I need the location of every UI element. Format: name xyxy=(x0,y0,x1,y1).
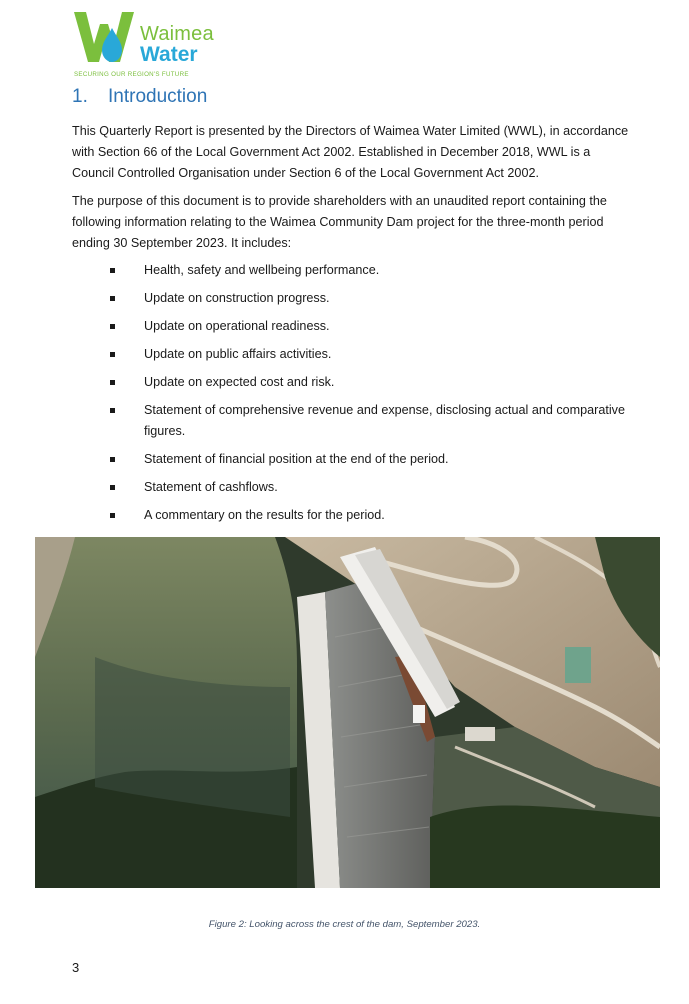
section-number: 1. xyxy=(72,86,88,107)
list-item-text: Statement of financial position at the end of the period. xyxy=(144,452,449,466)
list-item-text: Update on construction progress. xyxy=(144,291,330,305)
list-item xyxy=(72,288,632,309)
square-bullet-icon xyxy=(110,485,115,490)
list-item-text: Statement of comprehensive revenue and expense, disclosing actual and comparative figures. xyxy=(144,403,625,438)
list-item xyxy=(72,505,632,526)
list-item xyxy=(72,449,632,470)
list-item xyxy=(72,400,632,442)
contents-list xyxy=(72,260,632,533)
waimea-water-logo xyxy=(72,10,222,82)
square-bullet-icon xyxy=(110,268,115,273)
section-heading xyxy=(72,86,207,108)
square-bullet-icon xyxy=(110,408,115,413)
logo-w-mark-icon xyxy=(72,10,140,66)
logo-word-waimea: Waimea xyxy=(140,23,214,45)
purpose-paragraph: The purpose of this document is to provide shareholders with an unaudited report containing the following information relating to the Waimea Community Dam project for the three-month period ending 30 September 2023. It includes: xyxy=(72,194,607,250)
list-item-text: Statement of cashflows. xyxy=(144,480,278,494)
square-bullet-icon xyxy=(110,457,115,462)
list-item xyxy=(72,316,632,337)
logo-word-water: Water xyxy=(140,43,198,66)
list-item xyxy=(72,372,632,393)
square-bullet-icon xyxy=(110,296,115,301)
page-number: 3 xyxy=(72,960,80,975)
square-bullet-icon xyxy=(110,324,115,329)
square-bullet-icon xyxy=(110,513,115,518)
dam-crest-photo xyxy=(35,537,660,888)
list-item-text: Health, safety and wellbeing performance. xyxy=(144,263,380,277)
section-title: Introduction xyxy=(108,86,208,107)
list-item-text: Update on public affairs activities. xyxy=(144,347,332,361)
list-item-text: Update on operational readiness. xyxy=(144,319,330,333)
intro-paragraph: This Quarterly Report is presented by the Directors of Waimea Water Limited (WWL), in accordance with Section 66 of the Local Government Act 2002. Established in December 2018, WWL is a Council Controlled Organisation under Section 6 of the Local Government Act 2002. xyxy=(72,124,629,180)
list-item-text: A commentary on the results for the period. xyxy=(144,508,385,522)
logo-tagline: SECURING OUR REGION'S FUTURE xyxy=(74,71,189,78)
dam-aerial-illustration xyxy=(35,537,660,888)
square-bullet-icon xyxy=(110,380,115,385)
list-item xyxy=(72,477,632,498)
list-item xyxy=(72,260,632,281)
square-bullet-icon xyxy=(110,352,115,357)
list-item xyxy=(72,344,632,365)
list-item-text: Update on expected cost and risk. xyxy=(144,375,335,389)
figure-caption: Figure 2: Looking across the crest of the dam, September 2023. xyxy=(208,919,481,930)
